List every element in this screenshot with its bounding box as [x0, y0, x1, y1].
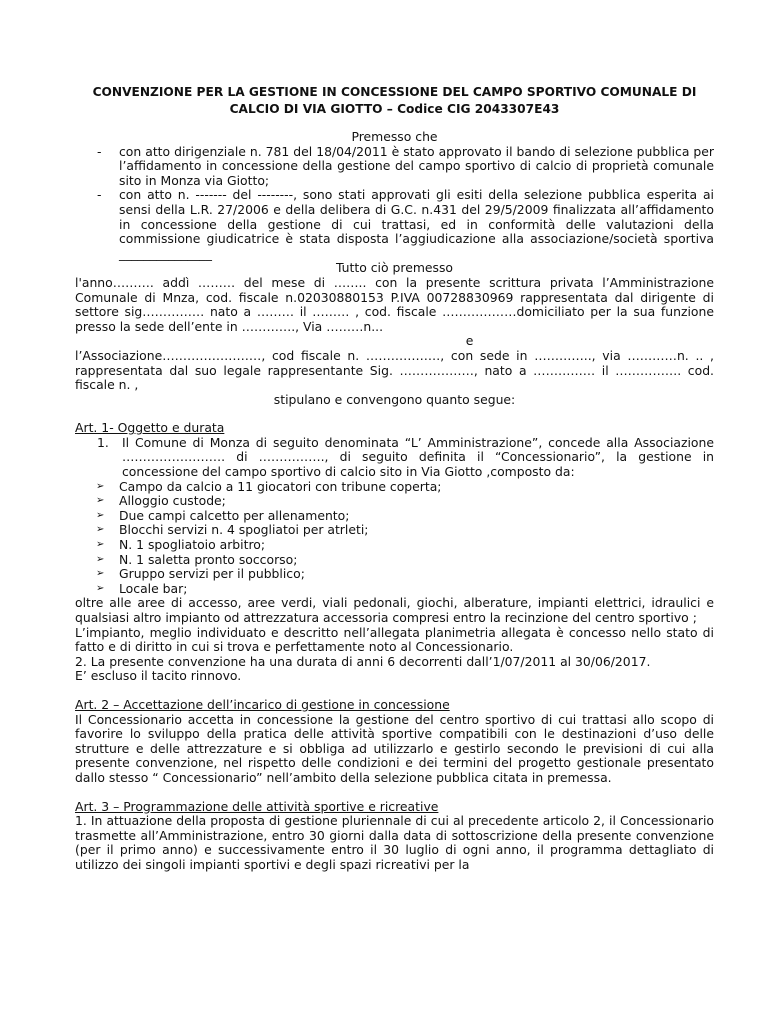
premesso-closing: Tutto ciò premesso [335, 260, 454, 276]
title-line-1: CONVENZIONE PER LA GESTIONE IN CONCESSIONE DEL CAMPO SPORTIVO COMUNALE DI [92, 85, 697, 99]
arrow-bullet-icon: ➢ [96, 539, 105, 551]
art1-item-1 [75, 436, 714, 480]
arrow-bullet-icon: ➢ [96, 553, 105, 565]
intro-paragraph-comune: l'anno………. addì ……… del mese di …….. con la presente scrittura privata l’Amministrazione Comunale di Mnza, cod. fiscale n.02030880153 P.IVA 00728830969 rappresentata dal dirigente di settore sig…………… nato a ……… il ……… , cod. fiscale ………………domiciliato per la sua funzione presso la sede dell’ente in …………., Via ………n... [75, 274, 714, 334]
art1-paragraph-rinnovo: E’ escluso il tacito rinnovo. [75, 668, 242, 684]
list-item [75, 567, 714, 582]
list-item-text: Alloggio custode; [119, 493, 226, 509]
document-title [75, 84, 714, 118]
premesso-item-text: con atto n. ------- del --------, sono stati approvati gli esiti della selezione pubblica esperita ai sensi della L.R. 27/2006 e della delibera di G.C. n.431 del 29/5/2009 finalizzata all’affidamento in concessione della gestione di cui trattasi, ed in conformità delle valutazioni della commissione giudicatrice è stata disposta l’aggiudicazione alla associazione/società sportiva _______________ [119, 187, 714, 261]
list-item [75, 523, 714, 538]
list-item-text: Campo da calcio a 11 giocatori con tribune coperta; [119, 478, 442, 494]
art1-heading: Art. 1- Oggetto e durata [75, 420, 225, 436]
list-item [75, 480, 714, 495]
list-item-text: N. 1 saletta pronto soccorso; [119, 551, 298, 567]
intro-paragraph-associazione: l’Associazione……………………, cod fiscale n. ………………, con sede in ………….., via …………n. .. , rappresentata dal suo legale rappresentante Sig. ………………, nato a …………… il ……………. cod. fiscale n. , [75, 347, 714, 393]
arrow-bullet-icon: ➢ [96, 568, 105, 580]
list-item-text: N. 1 spogliatoio arbitro; [119, 537, 266, 553]
arrow-bullet-icon: ➢ [96, 495, 105, 507]
list-item [75, 494, 714, 509]
list-item-text: Blocchi servizi n. 4 spogliatoi per atrleti; [119, 522, 369, 538]
art1-paragraph-oltre: oltre alle aree di accesso, aree verdi, viali pedonali, giochi, alberature, impianti elettrici, idraulici e qualsiasi altro impianto od attrezzatura accessoria compresi entro la recinzione del centro sportivo ; [75, 595, 714, 625]
premesso-item [75, 188, 714, 261]
dash-marker: - [97, 187, 102, 203]
dash-marker: - [97, 143, 102, 159]
premesso-list [75, 145, 714, 262]
premesso-heading: Premesso che [351, 129, 438, 144]
arrow-bullet-icon: ➢ [96, 582, 105, 594]
arrow-bullet-icon: ➢ [96, 524, 105, 536]
list-item-text: Gruppo servizi per il pubblico; [119, 566, 305, 582]
stipulano-line: stipulano e convengono quanto segue: [273, 391, 516, 407]
list-item-text: Locale bar; [119, 580, 188, 596]
list-item [75, 553, 714, 568]
title-line-2: CALCIO DI VIA GIOTTO – Codice CIG 2043307E43 [229, 102, 560, 116]
art1-paragraph-durata: 2. La presente convenzione ha una durata di anni 6 decorrenti dall’1/07/2011 al 30/06/2017. [75, 653, 651, 669]
art2-heading: Art. 2 – Accettazione dell’incarico di gestione in concessione [75, 696, 450, 712]
art2-text: Il Concessionario accetta in concessione la gestione del centro sportivo di cui trattasi allo scopo di favorire lo sviluppo della pratica delle attività sportive compatibili con le destinazioni d’uso delle strutture e delle attrezzature e si obbliga ad utilizzarlo e gestirlo secondo le previsioni di cui alla presente convenzione, nel rispetto delle condizioni e dei termini del progetto gestionale presentato dallo stesso “ Concessionario” nell’ambito della selezione pubblica citata in premessa. [75, 711, 714, 785]
item-number: 1. [97, 434, 109, 450]
list-item [75, 509, 714, 524]
facilities-list [75, 480, 714, 597]
premesso-item [75, 145, 714, 189]
list-item [75, 538, 714, 553]
art1-paragraph-impianto: L’impianto, meglio individuato e descritto nell’allegata planimetria allegata è concesso nello stato di fatto e di diritto in cui si trova e perfettamente noto al Concessionario. [75, 624, 714, 655]
list-item [75, 582, 714, 597]
list-item-text: Due campi calcetto per allenamento; [119, 507, 350, 523]
art3-text: 1. In attuazione della proposta di gestione pluriennale di cui al precedente articolo 2, il Concessionario trasmette all’Amministrazione, entro 30 giorni dalla data di sottoscrizione della presente convenzione (per il primo anno) e successivamente entro il 30 luglio di ogni anno, il programma dettagliato di utilizzo dei singoli impianti sportivi e degli spazi ricreativi per la [75, 813, 714, 872]
intro-conjunction: e [465, 333, 474, 349]
premesso-item-text: con atto dirigenziale n. 781 del 18/04/2011 è stato approvato il bando di selezione pubblica per l’affidamento in concessione della gestione del campo sportivo di calcio di proprietà comunale sito in Monza via Giotto; [119, 143, 714, 188]
art1-item-1-text: Il Comune di Monza di seguito denominata “L’ Amministrazione”, concede alla Associazione ……………………. di ……………., di seguito definita il “Concessionario”, la gestione in concessione del campo sportivo di calcio sito in Via Giotto ,composto da: [122, 434, 714, 480]
art3-heading: Art. 3 – Programmazione delle attività sportive e ricreative [75, 798, 439, 814]
arrow-bullet-icon: ➢ [96, 480, 105, 492]
arrow-bullet-icon: ➢ [96, 509, 105, 521]
